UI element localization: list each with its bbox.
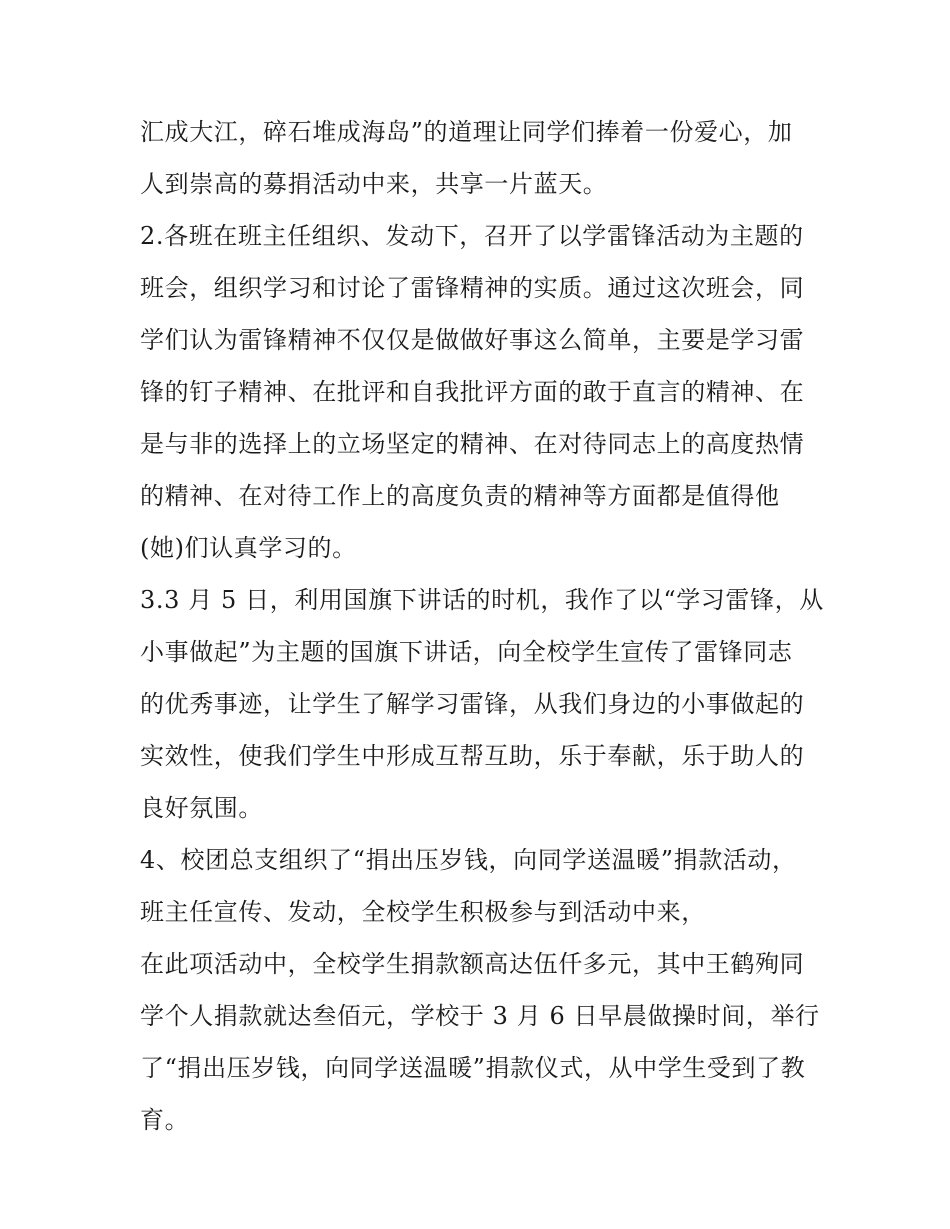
text-line: 2.各班在班主任组织、发动下，召开了以学雷锋活动为主题的 <box>140 222 804 250</box>
text-line: 良好氛围。 <box>140 794 263 822</box>
text-line: 学个人捐款就达叁佰元，学校于 3 月 6 日早晨做操时间，举行 <box>140 1002 820 1030</box>
text-line: 人到崇高的募捐活动中来，共享一片蓝天。 <box>140 170 608 198</box>
text-line: 学们认为雷锋精神不仅仅是做做好事这么简单，主要是学习雷 <box>140 326 805 354</box>
text-line: 3.3 月 5 日，利用国旗下讲话的时机，我作了以“学习雷锋，从 <box>140 586 824 614</box>
text-line: 的精神、在对待工作上的高度负责的精神等方面都是值得他 <box>140 482 780 510</box>
text-line: 4、校团总支组织了“捐出压岁钱，向同学送温暖”捐款活动， <box>140 846 797 874</box>
text-line: 了“捐出压岁钱，向同学送温暖”捐款仪式，从中学生受到了教 <box>140 1054 806 1082</box>
document-body <box>140 106 824 1146</box>
text-line: 实效性，使我们学生中形成互帮互助，乐于奉献，乐于助人的 <box>140 742 805 770</box>
text-line: 锋的钉子精神、在批评和自我批评方面的敢于直言的精神、在 <box>140 378 805 406</box>
text-line: 汇成大江，碎石堆成海岛”的道理让同学们捧着一份爱心，加 <box>140 118 793 146</box>
text-line: 班会，组织学习和讨论了雷锋精神的实质。通过这次班会，同 <box>140 274 805 302</box>
text-line: (她)们认真学习的。 <box>140 534 357 562</box>
text-line: 小事做起”为主题的国旗下讲话，向全校学生宣传了雷锋同志 <box>140 638 793 666</box>
text-line: 育。 <box>140 1106 190 1134</box>
text-line: 是与非的选择上的立场坚定的精神、在对待同志上的高度热情 <box>140 430 805 458</box>
text-line: 的优秀事迹，让学生了解学习雷锋，从我们身边的小事做起的 <box>140 690 805 718</box>
text-line: 在此项活动中，全校学生捐款额高达伍仟多元，其中王鹤殉同 <box>140 950 805 978</box>
text-line: 班主任宣传、发动，全校学生积极参与到活动中来， <box>140 898 706 926</box>
